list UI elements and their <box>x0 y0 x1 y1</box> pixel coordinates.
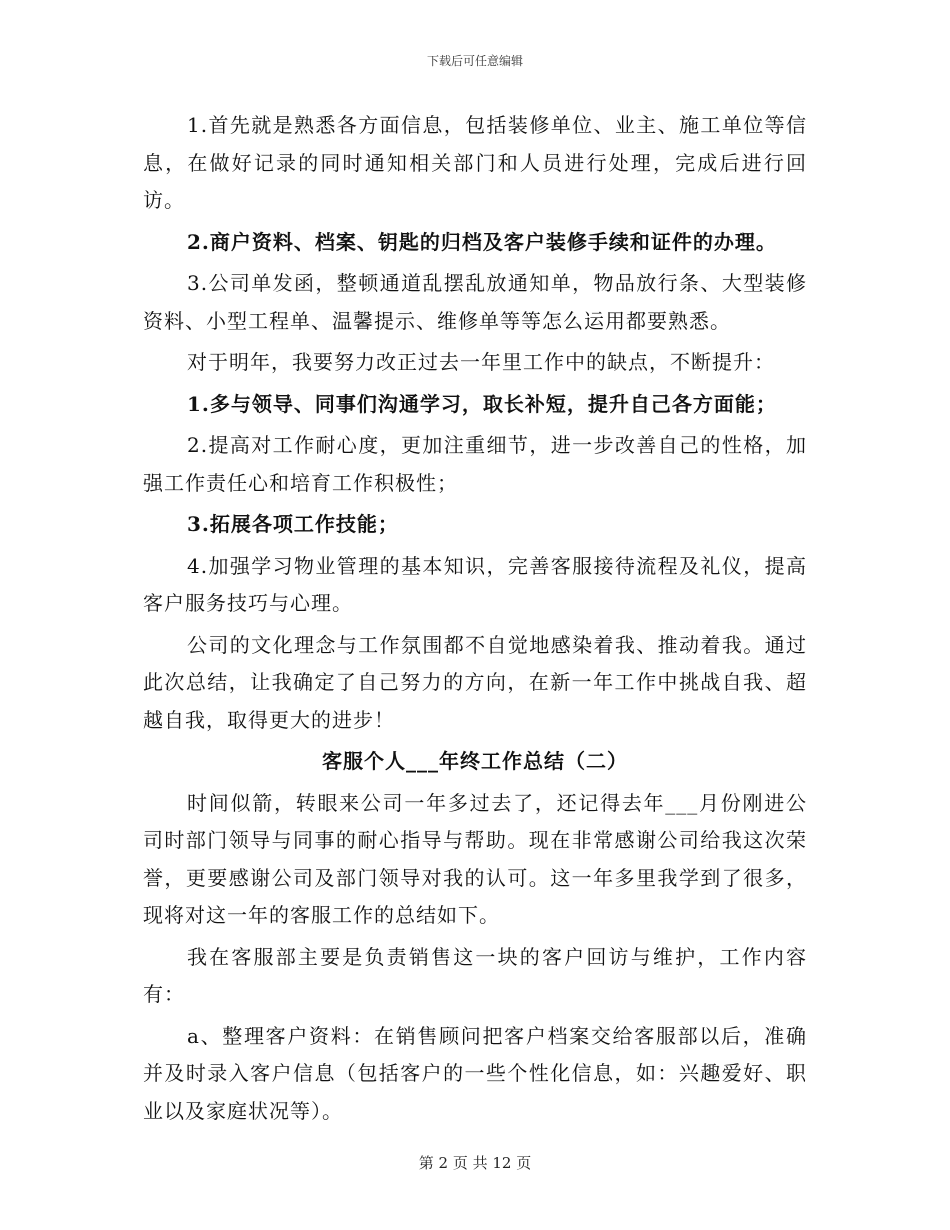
paragraph-item-1: 1.首先就是熟悉各方面信息，包括装修单位、业主、施工单位等信息，在做好记录的同时通知相关部门和人员进行处理，完成后进行回访。 <box>143 113 807 212</box>
page-footer-page-number: 第 2 页 共 12 页 <box>418 1154 532 1172</box>
section-title: 客服个人___年终工作总结（二） <box>322 749 628 773</box>
paragraph-item-2-bold: 2.商户资料、档案、钥匙的归档及客户装修手续和证件的办理。 <box>187 229 777 254</box>
paragraph-goal-2: 2.提高对工作耐心度，更加注重细节，进一步改善自己的性格，加强工作责任心和培育工作积极性； <box>143 433 807 495</box>
paragraph-next-year-intro: 对于明年，我要努力改正过去一年里工作中的缺点，不断提升： <box>187 350 775 374</box>
paragraph-goal-1-bold: 1.多与领导、同事们沟通学习，取长补短，提升自己各方面能； <box>187 391 777 416</box>
paragraph-section2-intro: 时间似箭，转眼来公司一年多过去了，还记得去年___月份刚进公司时部门领导与同事的耐心指导与帮助。现在非常感谢公司给我这次荣誉，更要感谢公司及部门领导对我的认可。这一年多里我学到了很多，现将对这一年的客服工作的总结如下。 <box>143 790 807 927</box>
paragraph-item-3: 3.公司单发函，整顿通道乱摆乱放通知单，物品放行条、大型装修资料、小型工程单、温馨提示、维修单等等怎么运用都要熟悉。 <box>143 271 807 333</box>
paragraph-duties: 我在客服部主要是负责销售这一块的客户回访与维护，工作内容有： <box>143 944 807 1006</box>
paragraph-goal-4: 4.加强学习物业管理的基本知识，完善客服接待流程及礼仪，提高客户服务技巧与心理。 <box>143 553 807 615</box>
paragraph-goal-3-bold: 3.拓展各项工作技能； <box>187 512 399 536</box>
paragraph-duty-a: a、整理客户资料：在销售顾问把客户档案交给客服部以后，准确并及时录入客户信息（包括客户的一些个性化信息，如：兴趣爱好、职业以及家庭状况等）。 <box>143 1023 807 1123</box>
page-header: 下载后可任意编辑 <box>426 54 523 68</box>
document-body <box>143 107 807 1134</box>
paragraph-conclusion: 公司的文化理念与工作氛围都不自觉地感染着我、推动着我。通过此次总结，让我确定了自己努力的方向，在新一年工作中挑战自我、超越自我，取得更大的进步！ <box>143 632 807 732</box>
